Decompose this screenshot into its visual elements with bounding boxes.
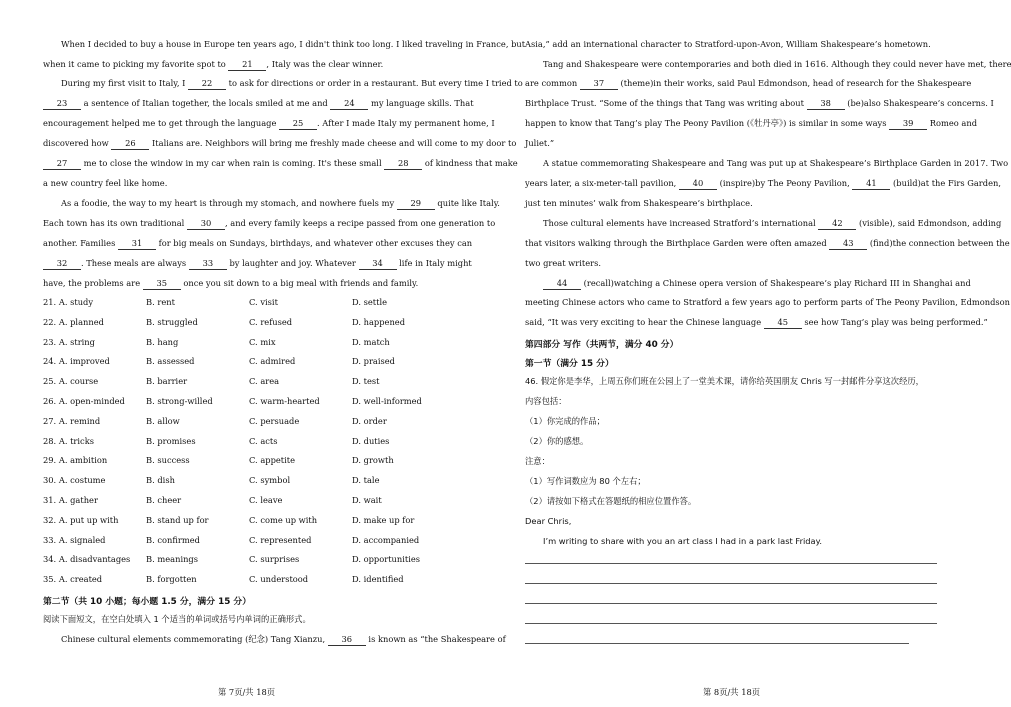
answer-blank-36: 36 xyxy=(328,634,366,646)
passage-line-r2 xyxy=(525,59,1011,70)
option-24-D: D. praised xyxy=(352,356,395,367)
option-21-B: B. rent xyxy=(146,297,175,307)
text-segment: Those cultural elements have increased Stratford’s international xyxy=(543,218,819,228)
text-segment: Birthplace Trust. “Some of the things that Tang was writing about xyxy=(525,98,807,108)
option-28-C: C. acts xyxy=(249,435,278,446)
task-line-8: Dear Chris, xyxy=(525,516,572,526)
option-25-D: D. test xyxy=(352,376,380,387)
option-21-A: 21. A. study xyxy=(43,297,94,307)
option-33-B: B. confirmed xyxy=(146,534,200,545)
option-26-D: D. well-informed xyxy=(352,396,422,406)
text-segment: (theme)in their works, said Paul Edmondson, head of research for the Shakespeare xyxy=(617,78,972,88)
answer-blank-42: 42 xyxy=(818,218,856,230)
passage-line-r12 xyxy=(525,258,601,269)
text-segment: my language skills. That xyxy=(368,98,474,108)
passage-line-36 xyxy=(43,634,506,646)
writing-line[interactable] xyxy=(525,563,937,564)
passage-line-r5 xyxy=(525,118,977,130)
answer-blank-39: 39 xyxy=(889,118,927,130)
option-28-A: 28. A. tricks xyxy=(43,435,94,446)
option-35-B: B. forgotten xyxy=(146,574,197,585)
text-segment: meeting Chinese actors who came to Stratford a few years ago to perform parts of The Peony Pavilion, Edmondson xyxy=(525,297,1011,307)
text-segment: to ask for directions or order in a restaurant. But every time I tried to xyxy=(226,78,523,88)
option-32-A: 32. A. put up with xyxy=(43,514,119,525)
answer-blank-35: 35 xyxy=(143,278,181,290)
section-heading-1: 第一节（满分 15 分） xyxy=(525,359,614,369)
section-heading-2: 第二节（共 10 小题；每小题 1.5 分，满分 15 分） xyxy=(43,597,251,607)
answer-blank-22: 22 xyxy=(188,78,226,90)
option-32-D: D. make up for xyxy=(352,514,415,525)
text-segment: a new country feel like home. xyxy=(43,178,168,188)
option-35-C: C. understood xyxy=(249,574,309,585)
text-segment: . These meals are always xyxy=(81,258,189,268)
option-27-C: C. persuade xyxy=(249,415,300,426)
writing-line[interactable] xyxy=(525,643,909,644)
text-segment: have, the problems are xyxy=(43,278,143,288)
option-34-C: C. surprises xyxy=(249,554,300,565)
option-21-C: C. visit xyxy=(249,297,278,307)
task-line-6: （1）写作词数应为 80 个左右； xyxy=(525,476,646,486)
passage-line-r13 xyxy=(525,278,971,290)
passage-line-10 xyxy=(43,218,495,230)
answer-blank-26: 26 xyxy=(111,138,149,150)
text-segment: discovered how xyxy=(43,138,112,148)
passage-line-1 xyxy=(43,39,525,50)
passage-line-r1 xyxy=(525,39,931,50)
option-29-B: B. success xyxy=(146,455,190,466)
answer-blank-38: 38 xyxy=(807,98,845,110)
passage-line-r3 xyxy=(525,78,971,90)
task-line-1: 46. 假定你是李华，上周五你们班在公园上了一堂美术课，请你给英国朋友 Chris 写一封邮件分享这次经历， xyxy=(525,376,924,386)
text-segment: Italians are. Neighbors will bring me freshly made cheese and will come to my door to xyxy=(149,138,517,148)
answer-blank-44: 44 xyxy=(543,278,581,290)
answer-blank-37: 37 xyxy=(580,78,618,90)
answer-blank-33: 33 xyxy=(189,258,227,270)
text-segment: When I decided to buy a house in Europe ten years ago, I didn't think too long. I liked traveling in France, but xyxy=(61,39,526,49)
option-21-D: D. settle xyxy=(352,297,388,307)
answer-blank-27: 27 xyxy=(43,158,81,170)
passage-line-2 xyxy=(43,59,383,71)
option-34-A: 34. A. disadvantages xyxy=(43,554,131,565)
writing-line[interactable] xyxy=(525,603,937,604)
text-segment: . After I made Italy my permanent home, I xyxy=(317,118,495,128)
passage-line-11 xyxy=(43,238,472,250)
answer-blank-21: 21 xyxy=(228,59,266,71)
option-23-D: D. match xyxy=(352,336,390,347)
option-24-A: 24. A. improved xyxy=(43,356,110,367)
passage-line-12 xyxy=(43,258,472,270)
option-30-D: D. tale xyxy=(352,475,380,486)
answer-blank-45: 45 xyxy=(764,317,802,329)
answer-blank-43: 43 xyxy=(829,238,867,250)
answer-blank-24: 24 xyxy=(330,98,368,110)
option-33-A: 33. A. signaled xyxy=(43,534,106,545)
option-25-A: 25. A. course xyxy=(43,376,99,387)
option-26-A: 26. A. open-minded xyxy=(43,396,125,406)
option-35-D: D. identified xyxy=(352,574,404,585)
text-segment: Romeo and xyxy=(927,118,978,128)
text-segment: A statue commemorating Shakespeare and Tang was put up at Shakespeare’s Birthplace Garden in 2017. Two xyxy=(543,158,1009,168)
text-segment: of kindness that make xyxy=(422,158,518,168)
option-23-C: C. mix xyxy=(249,336,276,347)
option-30-C: C. symbol xyxy=(249,475,291,486)
text-segment: encouragement helped me to get through the language xyxy=(43,118,280,128)
answer-blank-25: 25 xyxy=(279,118,317,130)
part-heading-4: 第四部分 写作（共两节，满分 40 分） xyxy=(525,340,679,350)
text-segment: happen to know that Tang’s play The Peony Pavilion (《牡丹亭》) is similar in some ways xyxy=(525,118,890,128)
option-23-B: B. hang xyxy=(146,336,179,347)
answer-blank-32: 32 xyxy=(43,258,81,270)
page-footer-left: 第 7页/共 18页 xyxy=(218,687,276,697)
option-34-B: B. meanings xyxy=(146,554,199,565)
passage-line-r4 xyxy=(525,98,994,110)
text-segment: for big meals on Sundays, birthdays, and whatever other excuses they can xyxy=(155,238,473,248)
text-segment: another. Families xyxy=(43,238,118,248)
passage-line-r6 xyxy=(525,138,554,149)
text-segment: that visitors walking through the Birthplace Garden were often amazed xyxy=(525,238,830,248)
option-31-B: B. cheer xyxy=(146,495,182,505)
passage-line-r8 xyxy=(525,178,1001,190)
option-25-C: C. area xyxy=(249,376,280,387)
task-line-7: （2）请按如下格式在答题纸的相应位置作答。 xyxy=(525,496,697,506)
text-segment: (recall)watching a Chinese opera version of Shakespeare’s play Richard III in Shanghai and xyxy=(581,278,971,288)
passage-line-8 xyxy=(43,178,167,189)
passage-line-6 xyxy=(43,138,516,150)
text-segment: Asia,” add an international character to Stratford-upon-Avon, William Shakespeare’s hometown. xyxy=(525,39,931,49)
option-29-C: C. appetite xyxy=(249,455,296,466)
option-27-D: D. order xyxy=(352,415,387,426)
text-segment: quite like Italy. xyxy=(434,198,500,208)
writing-line[interactable] xyxy=(525,623,937,624)
option-32-C: C. come up with xyxy=(249,514,318,525)
passage-line-r9 xyxy=(525,198,753,209)
text-segment: (visible), said Edmondson, adding xyxy=(856,218,1002,228)
task-line-2: 内容包括： xyxy=(525,396,567,406)
text-segment: Juliet.” xyxy=(525,138,555,148)
text-segment: two great writers. xyxy=(525,258,602,268)
page-footer-right: 第 8页/共 18页 xyxy=(703,687,761,697)
passage-line-r10 xyxy=(525,218,1001,230)
answer-blank-31: 31 xyxy=(118,238,156,250)
option-33-C: C. represented xyxy=(249,534,312,545)
option-22-A: 22. A. planned xyxy=(43,316,104,327)
text-segment: just ten minutes’ walk from Shakespeare’s birthplace. xyxy=(525,198,753,208)
task-line-5: 注意： xyxy=(525,456,550,466)
passage-line-13 xyxy=(43,278,418,290)
option-28-B: B. promises xyxy=(146,435,196,446)
text-segment: years later, a six-meter-tall pavilion, xyxy=(525,178,679,188)
option-30-A: 30. A. costume xyxy=(43,475,106,486)
answer-blank-40: 40 xyxy=(679,178,717,190)
text-segment: , Italy was the clear winner. xyxy=(266,59,384,69)
text-segment: by laughter and joy. Whatever xyxy=(226,258,359,268)
answer-blank-34: 34 xyxy=(359,258,397,270)
option-31-A: 31. A. gather xyxy=(43,495,98,505)
option-35-A: 35. A. created xyxy=(43,574,103,585)
text-segment: when it came to picking my favorite spot to xyxy=(43,59,229,69)
option-34-D: D. opportunities xyxy=(352,554,421,565)
passage-line-r11 xyxy=(525,238,1010,250)
passage-line-r7 xyxy=(525,158,1008,169)
passage-line-3 xyxy=(43,78,523,90)
text-segment: , and every family keeps a recipe passed from one generation to xyxy=(224,218,496,228)
passage-line-r14 xyxy=(525,297,1010,308)
option-26-C: C. warm-hearted xyxy=(249,396,320,406)
text-segment: is known as “the Shakespeare of xyxy=(365,634,506,644)
option-30-B: B. dish xyxy=(146,475,175,486)
option-27-A: 27. A. remind xyxy=(43,415,101,426)
text-segment: said, “It was very exciting to hear the Chinese language xyxy=(525,317,764,327)
text-segment: are common xyxy=(525,78,580,88)
text-segment: (find)the connection between the xyxy=(867,238,1010,248)
option-22-B: B. struggled xyxy=(146,316,198,327)
option-22-D: D. happened xyxy=(352,316,406,327)
text-segment: (be)also Shakespeare’s concerns. I xyxy=(844,98,994,108)
option-28-D: D. duties xyxy=(352,435,390,446)
text-segment: Each town has its own traditional xyxy=(43,218,187,228)
answer-blank-28: 28 xyxy=(384,158,422,170)
option-26-B: B. strong-willed xyxy=(146,396,213,406)
text-segment: (inspire)by The Peony Pavilion, xyxy=(716,178,853,188)
text-segment: During my first visit to Italy, I xyxy=(61,78,189,88)
passage-line-5 xyxy=(43,118,495,130)
option-24-B: B. assessed xyxy=(146,356,195,367)
passage-line-4 xyxy=(43,98,474,110)
passage-line-r15 xyxy=(525,317,988,329)
option-33-D: D. accompanied xyxy=(352,534,420,545)
answer-blank-23: 23 xyxy=(43,98,81,110)
option-24-C: C. admired xyxy=(249,356,296,367)
task-line-4: （2）你的感想。 xyxy=(525,436,589,446)
answer-blank-30: 30 xyxy=(187,218,225,230)
option-29-A: 29. A. ambition xyxy=(43,455,108,466)
option-27-B: B. allow xyxy=(146,415,180,426)
text-segment: Chinese cultural elements commemorating (纪念) Tang Xianzu, xyxy=(61,634,328,644)
passage-line-7 xyxy=(43,158,518,170)
passage-line-9 xyxy=(43,198,500,210)
option-22-C: C. refused xyxy=(249,316,293,327)
text-segment: a sentence of Italian together, the locals smiled at me and xyxy=(81,98,331,108)
text-segment: once you sit down to a big meal with friends and family. xyxy=(180,278,419,288)
answer-blank-29: 29 xyxy=(397,198,435,210)
text-segment: see how Tang’s play was being performed.” xyxy=(801,317,988,327)
text-segment: As a foodie, the way to my heart is through my stomach, and nowhere fuels my xyxy=(61,198,397,208)
task-line-9: I’m writing to share with you an art class I had in a park last Friday. xyxy=(543,536,823,546)
option-25-B: B. barrier xyxy=(146,376,188,387)
task-line-3: （1）你完成的作品； xyxy=(525,416,605,426)
text-segment: me to close the window in my car when rain is coming. It's these small xyxy=(81,158,385,168)
answer-blank-41: 41 xyxy=(852,178,890,190)
text-segment: (build)at the Firs Garden, xyxy=(890,178,1001,188)
text-segment: Tang and Shakespeare were contemporaries and both died in 1616. Although they could never have met, there xyxy=(543,59,1011,69)
option-32-B: B. stand up for xyxy=(146,514,209,525)
option-31-C: C. leave xyxy=(249,495,283,505)
option-31-D: D. wait xyxy=(352,495,382,505)
writing-line[interactable] xyxy=(525,583,937,584)
option-23-A: 23. A. string xyxy=(43,336,95,347)
option-29-D: D. growth xyxy=(352,455,394,466)
text-segment: life in Italy might xyxy=(396,258,472,268)
section-instruction: 阅读下面短文，在空白处填入 1 个适当的单词或括号内单词的正确形式。 xyxy=(43,614,311,624)
